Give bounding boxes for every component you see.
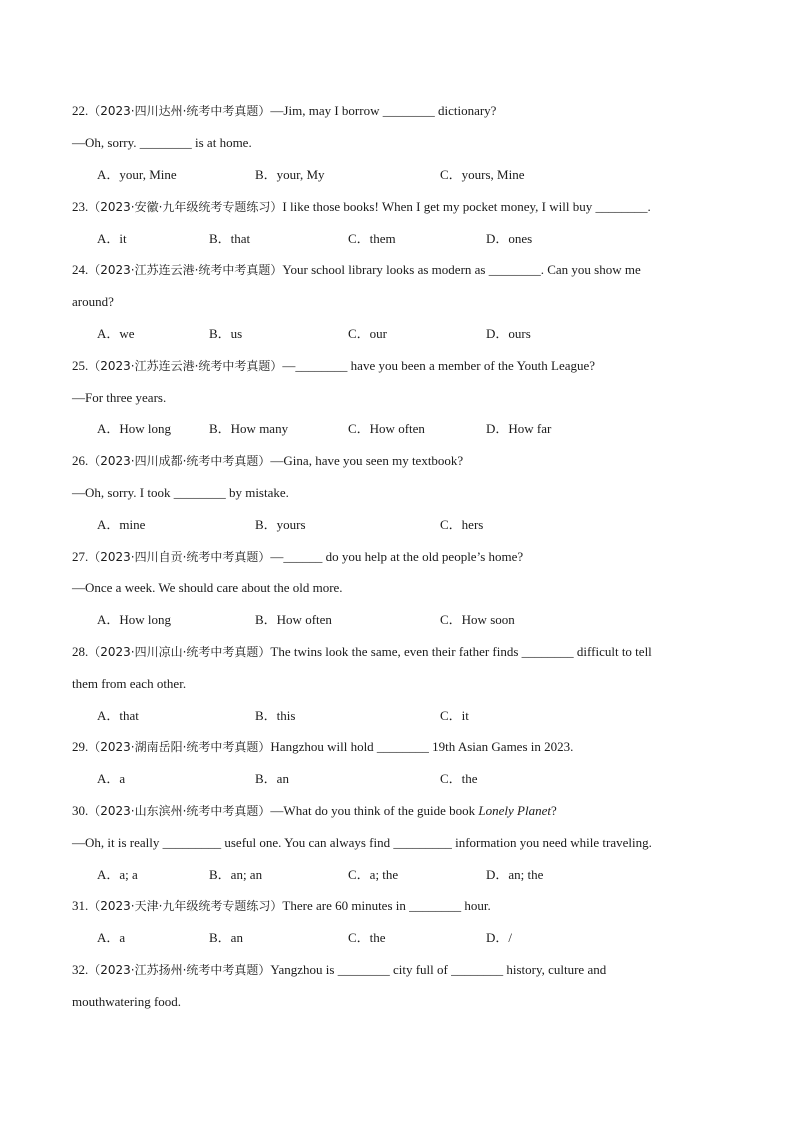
question-source: （2023·天津·九年级统考专题练习） [88,899,283,913]
option-c[interactable]: C．How often [348,421,425,436]
question-22-line-2: —Oh, sorry. ________ is at home. [72,135,252,150]
question-source: （2023·湖南岳阳·统考中考真题） [88,740,271,754]
option-c[interactable]: C．our [348,326,388,341]
option-a[interactable]: A．that [97,708,139,723]
question-source: （2023·江苏扬州·统考中考真题） [88,963,271,977]
option-a[interactable]: A．a [97,930,126,945]
option-c[interactable]: C．it [440,708,469,723]
question-28-line-2: them from each other. [72,676,187,691]
question-30: 30.（2023·山东滨州·统考中考真题）—What do you think of the guide book Lonely Planet? [72,803,557,818]
question-23-options [97,231,757,247]
question-24: 24.（2023·江苏连云港·统考中考真题）Your school library looks as modern as ________. Can you show me [72,262,641,277]
option-a[interactable]: A．a; a [97,867,138,882]
option-c[interactable]: C．the [440,771,478,786]
option-b[interactable]: B．yours [255,517,306,532]
option-d[interactable]: D．ones [486,231,533,246]
option-d[interactable]: D．/ [486,930,513,945]
option-b[interactable]: B．this [255,708,296,723]
option-b[interactable]: B．an [209,930,243,945]
question-27-options [97,612,757,628]
option-b[interactable]: B．How many [209,421,289,436]
question-32-line-2: mouthwatering food. [72,994,182,1009]
question-source: （2023·四川自贡·统考中考真题） [88,550,271,564]
question-source: （2023·安徽·九年级统考专题练习） [88,200,283,214]
option-c[interactable]: C．them [348,231,396,246]
question-32: 32.（2023·江苏扬州·统考中考真题）Yangzhou is ________ city full of ________ history, culture and [72,962,607,977]
option-b[interactable]: B．that [209,231,251,246]
question-25: 25.（2023·江苏连云港·统考中考真题）—________ have you been a member of the Youth League? [72,358,596,373]
question-source: （2023·四川达州·统考中考真题） [88,104,271,118]
question-source: （2023·四川凉山·统考中考真题） [88,645,271,659]
question-23: 23.（2023·安徽·九年级统考专题练习）I like those books! When I get my pocket money, I will buy ________. [72,199,651,214]
question-31: 31.（2023·天津·九年级统考专题练习）There are 60 minutes in ________ hour. [72,898,491,913]
option-b[interactable]: B．an; an [209,867,263,882]
question-25-options [97,421,757,437]
option-c[interactable]: C．the [348,930,386,945]
question-30-line-2: —Oh, it is really _________ useful one. You can always find _________ information you need while traveling. [72,835,652,850]
question-27: 27.（2023·四川自贡·统考中考真题）—______ do you help at the old people’s home? [72,549,524,564]
option-c[interactable]: C．yours, Mine [440,167,525,182]
option-a[interactable]: A．How long [97,421,172,436]
option-c[interactable]: C．a; the [348,867,399,882]
question-26-line-2: —Oh, sorry. I took ________ by mistake. [72,485,289,500]
book-title: Lonely Planet [478,803,551,818]
option-a[interactable]: A．a [97,771,126,786]
option-c[interactable]: C．How soon [440,612,515,627]
question-30-options [97,867,757,883]
question-26: 26.（2023·四川成都·统考中考真题）—Gina, have you seen my textbook? [72,453,464,468]
option-b[interactable]: B．an [255,771,289,786]
question-28-options [97,708,757,724]
question-28: 28.（2023·四川凉山·统考中考真题）The twins look the same, even their father finds ________ difficult to tell [72,644,652,659]
option-d[interactable]: D．an; the [486,867,544,882]
question-24-line-2: around? [72,294,114,309]
option-c[interactable]: C．hers [440,517,484,532]
question-26-options [97,517,757,533]
option-d[interactable]: D．How far [486,421,552,436]
option-a[interactable]: A．we [97,326,135,341]
question-source: （2023·四川成都·统考中考真题） [88,454,271,468]
option-d[interactable]: D．ours [486,326,531,341]
question-29-options [97,771,757,787]
option-b[interactable]: B．your, My [255,167,325,182]
question-source: （2023·山东滨州·统考中考真题） [88,804,271,818]
option-a[interactable]: A．mine [97,517,146,532]
option-a[interactable]: A．How long [97,612,172,627]
question-22: 22.（2023·四川达州·统考中考真题）—Jim, may I borrow ________ dictionary? [72,103,497,118]
question-31-options [97,930,757,946]
question-29: 29.（2023·湖南岳阳·统考中考真题）Hangzhou will hold ________ 19th Asian Games in 2023. [72,739,574,754]
question-24-options [97,326,757,342]
question-27-line-2: —Once a week. We should care about the old more. [72,580,343,595]
option-a[interactable]: A．it [97,231,127,246]
question-22-options [97,167,757,183]
option-a[interactable]: A．your, Mine [97,167,177,182]
question-source: （2023·江苏连云港·统考中考真题） [88,359,283,373]
question-source: （2023·江苏连云港·统考中考真题） [88,263,283,277]
option-b[interactable]: B．us [209,326,243,341]
question-25-line-2: —For three years. [72,390,167,405]
option-b[interactable]: B．How often [255,612,332,627]
